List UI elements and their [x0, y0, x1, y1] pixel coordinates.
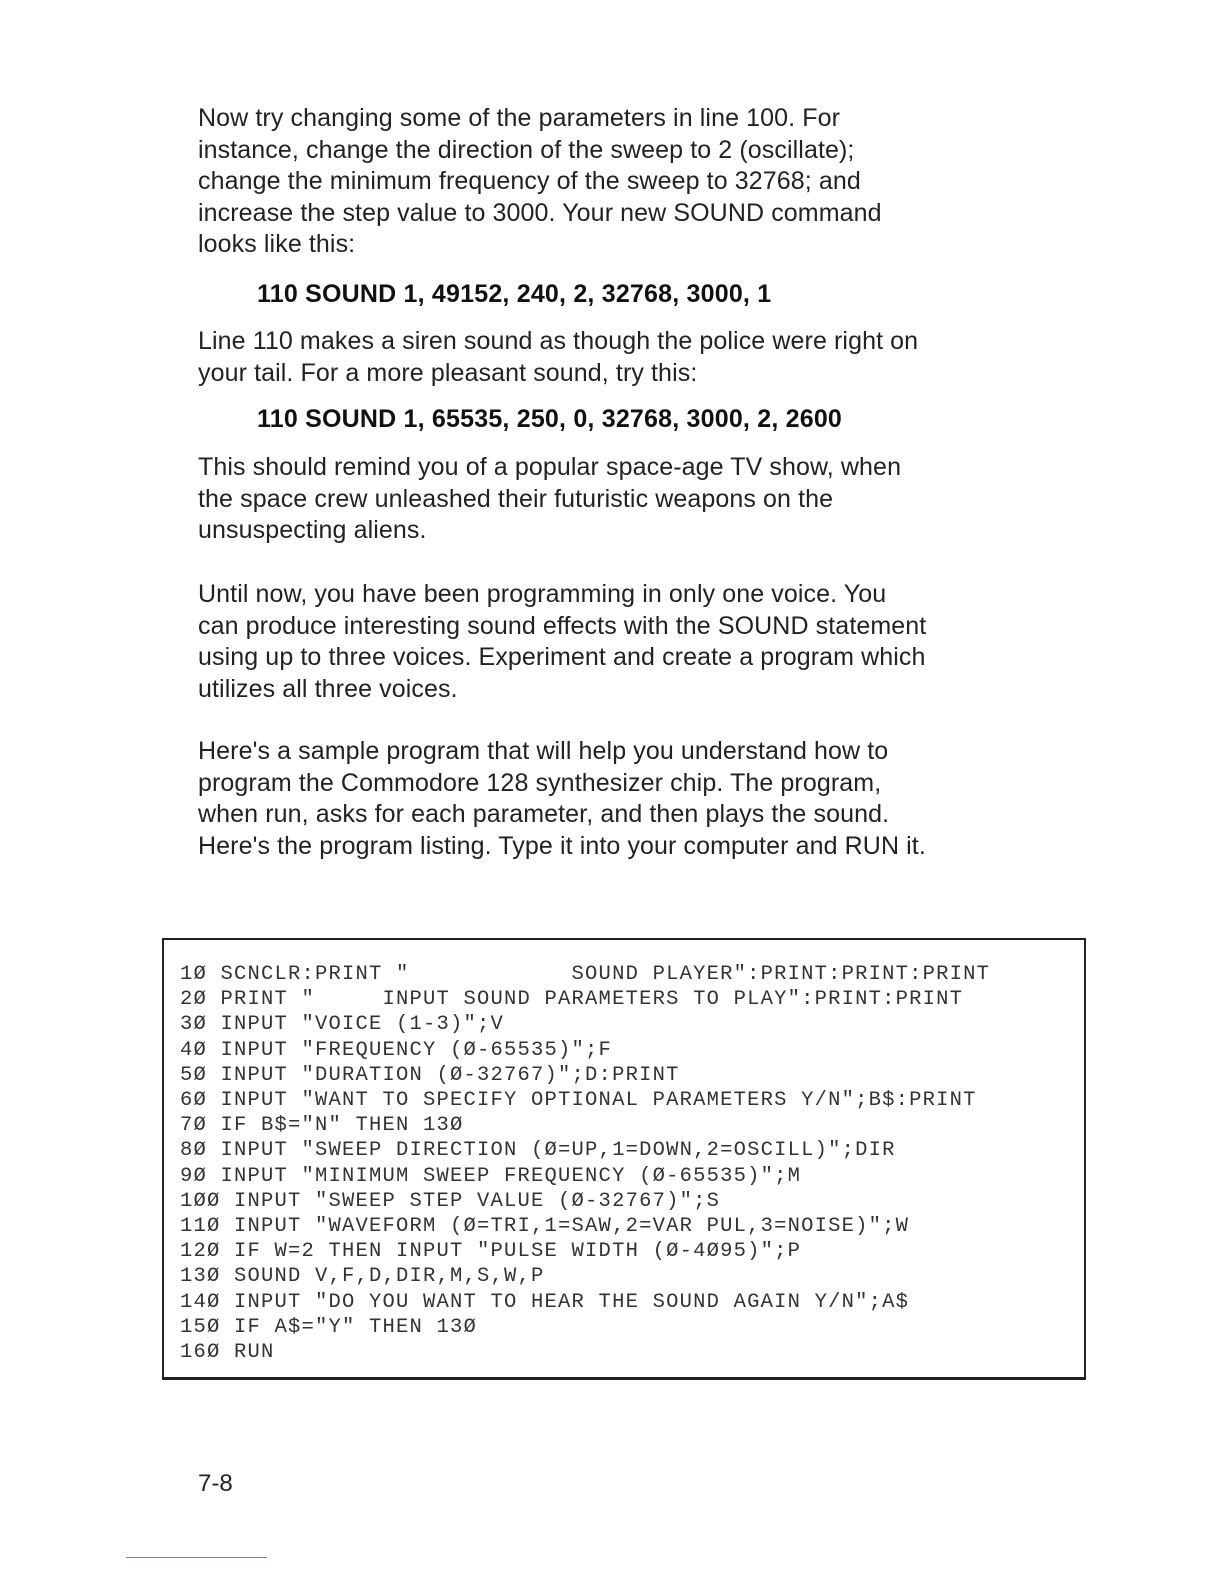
listing-line: 1Ø SCNCLR:PRINT " SOUND PLAYER":PRINT:PRINT:PRINT [180, 963, 991, 986]
paragraph-space-age [198, 452, 1058, 547]
listing-line: 6Ø INPUT "WANT TO SPECIFY OPTIONAL PARAMETERS Y/N";B$:PRINT [180, 1089, 977, 1113]
listing-line: 13Ø SOUND V,F,D,DIR,M,S,W,P [180, 1265, 545, 1289]
page-number: 7-8 [198, 1470, 233, 1497]
sound-command-pleasant: 110 SOUND 1, 65535, 250, 0, 32768, 3000, 2, 2600 [257, 405, 843, 433]
listing-line: 11Ø INPUT "WAVEFORM (Ø=TRI,1=SAW,2=VAR PUL,3=NOISE)";W [180, 1215, 910, 1239]
listing-line: 7Ø IF B$="N" THEN 13Ø [180, 1114, 464, 1138]
listing-line: 15Ø IF A$="Y" THEN 13Ø [180, 1315, 478, 1339]
listing-line: 16Ø RUN [180, 1341, 275, 1365]
paragraph-change-parameters [198, 103, 1058, 261]
paragraph-text: This should remind you of a popular space-age TV show, when the space crew unleashed their futuristic weapons on the unsuspecting aliens. [198, 453, 902, 544]
listing-line: 8Ø INPUT "SWEEP DIRECTION (Ø=UP,1=DOWN,2=OSCILL)";DIR [180, 1139, 896, 1163]
bottom-rule [126, 1557, 267, 1558]
paragraph-sample-program [198, 736, 1058, 862]
paragraph-text: Here's a sample program that will help you understand how to program the Commodore 128 synthesizer chip. The program, when run, asks for each parameter, and then plays the sound. Here's the program listing. Type it into your computer and RUN it. [198, 737, 926, 860]
listing-line: 9Ø INPUT "MINIMUM SWEEP FREQUENCY (Ø-65535)";M [180, 1164, 802, 1188]
listing-line: 4Ø INPUT "FREQUENCY (Ø-65535)";F [180, 1038, 613, 1062]
listing-line: 2Ø PRINT " INPUT SOUND PARAMETERS TO PLAY":PRINT:PRINT [180, 988, 964, 1012]
listing-line: 12Ø IF W=2 THEN INPUT "PULSE WIDTH (Ø-4Ø95)";P [180, 1240, 802, 1264]
sound-command-siren: 110 SOUND 1, 49152, 240, 2, 32768, 3000, 1 [257, 280, 772, 308]
program-listing-box [162, 938, 1086, 1380]
program-listing [180, 962, 990, 1365]
paragraph-text: Line 110 makes a siren sound as though the police were right on your tail. For a more pleasant sound, try this: [198, 327, 919, 387]
listing-line: 3Ø INPUT "VOICE (1-3)";V [180, 1013, 505, 1037]
listing-line: 1ØØ INPUT "SWEEP STEP VALUE (Ø-32767)";S [180, 1189, 721, 1213]
listing-line: 5Ø INPUT "DURATION (Ø-32767)";D:PRINT [180, 1063, 680, 1087]
paragraph-three-voices [198, 579, 1058, 705]
paragraph-text: Until now, you have been programming in only one voice. You can produce interesting sound effects with the SOUND statement using up to three voices. Experiment and create a program which utilizes all three voices. [198, 580, 927, 703]
paragraph-siren-description [198, 326, 1058, 389]
paragraph-text: Now try changing some of the parameters in line 100. For instance, change the direction of the sweep to 2 (oscillate); change the minimum frequency of the sweep to 32768; and increase the step value to 3000. Your new SOUND command looks like this: [198, 104, 882, 258]
listing-line: 14Ø INPUT "DO YOU WANT TO HEAR THE SOUND AGAIN Y/N";A$ [180, 1290, 910, 1314]
